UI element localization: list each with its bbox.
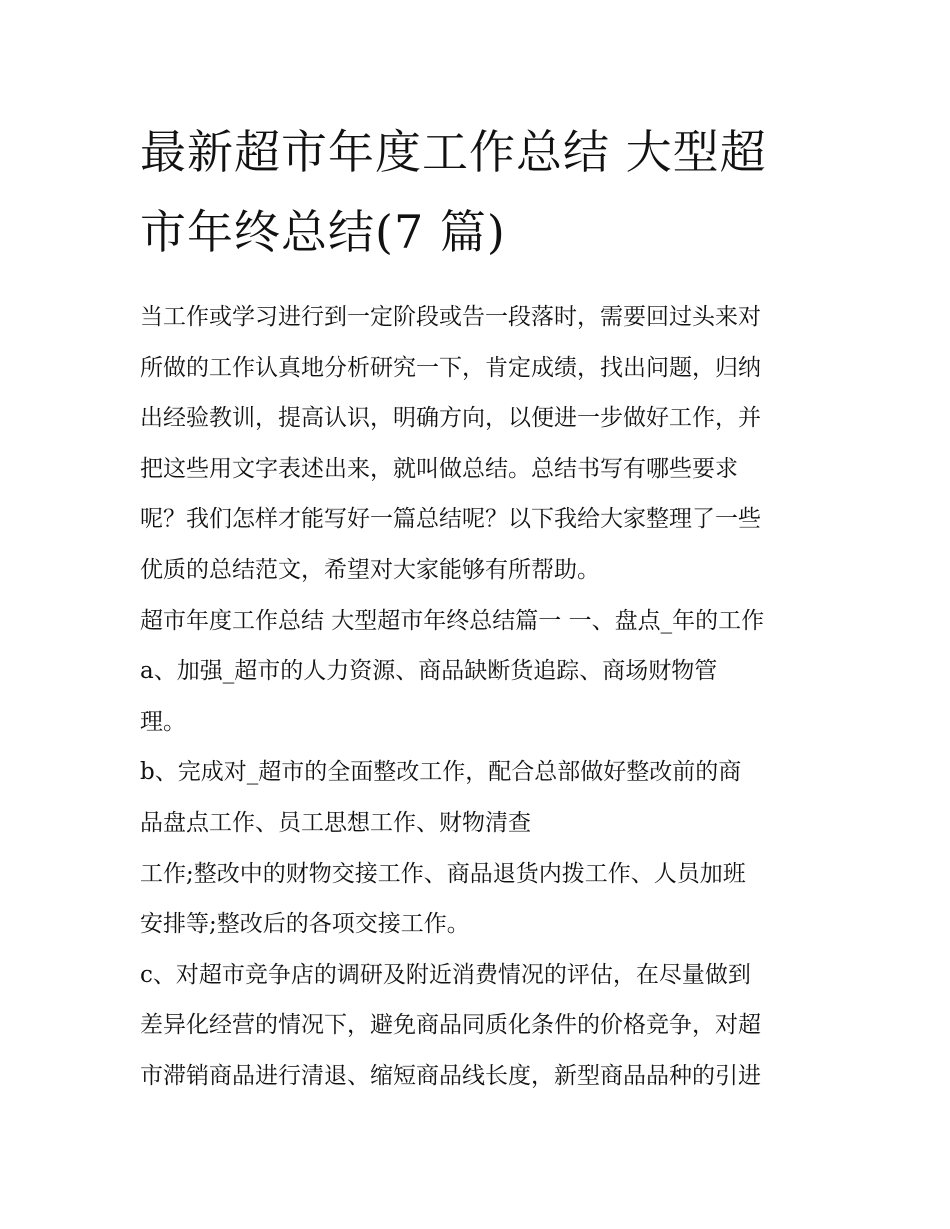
body-line: 所做的工作认真地分析研究一下，肯定成绩，找出问题，归纳	[140, 354, 761, 381]
body-line: 安排等;整改后的各项交接工作。	[140, 911, 470, 938]
body-line: b、完成对_超市的全面整改工作，配合总部做好整改前的商	[140, 759, 742, 786]
body-line: 市滞销商品进行清退、缩短商品线长度，新型商品品种的引进	[140, 1062, 761, 1089]
body-line: 超市年度工作总结 大型超市年终总结篇一 一、盘点_年的工作	[140, 607, 765, 634]
body-line: 当工作或学习进行到一定阶段或告一段落时，需要回过头来对	[140, 304, 761, 330]
body-line: 优质的总结范文，希望对大家能够有所帮助。	[140, 556, 600, 583]
title-line: 最新超市年度工作总结 大型超	[140, 125, 767, 179]
document-body	[140, 292, 820, 1102]
body-line: 把这些用文字表述出来，就叫做总结。总结书写有哪些要求	[140, 455, 738, 482]
body-line: 出经验教训，提高认识，明确方向，以便进一步做好工作，并	[140, 405, 761, 432]
body-line: 品盘点工作、员工思想工作、财物清查	[140, 809, 531, 836]
body-line: 差异化经营的情况下，避免商品同质化条件的价格竞争，对超	[140, 1012, 761, 1039]
document-page	[140, 112, 820, 1102]
document-title	[140, 112, 820, 272]
body-line: 呢？我们怎样才能写好一篇总结呢？以下我给大家整理了一些	[140, 506, 761, 533]
body-line: a、加强_超市的人力资源、商品缺断货追踪、商场财物管	[140, 658, 718, 685]
title-line: 市年终总结(7 篇)	[140, 205, 506, 259]
body-line: 理。	[140, 708, 186, 735]
body-line: 工作;整改中的财物交接工作、商品退货内拨工作、人员加班	[140, 860, 746, 887]
body-line: c、对超市竞争店的调研及附近消费情况的评估，在尽量做到	[140, 961, 751, 988]
